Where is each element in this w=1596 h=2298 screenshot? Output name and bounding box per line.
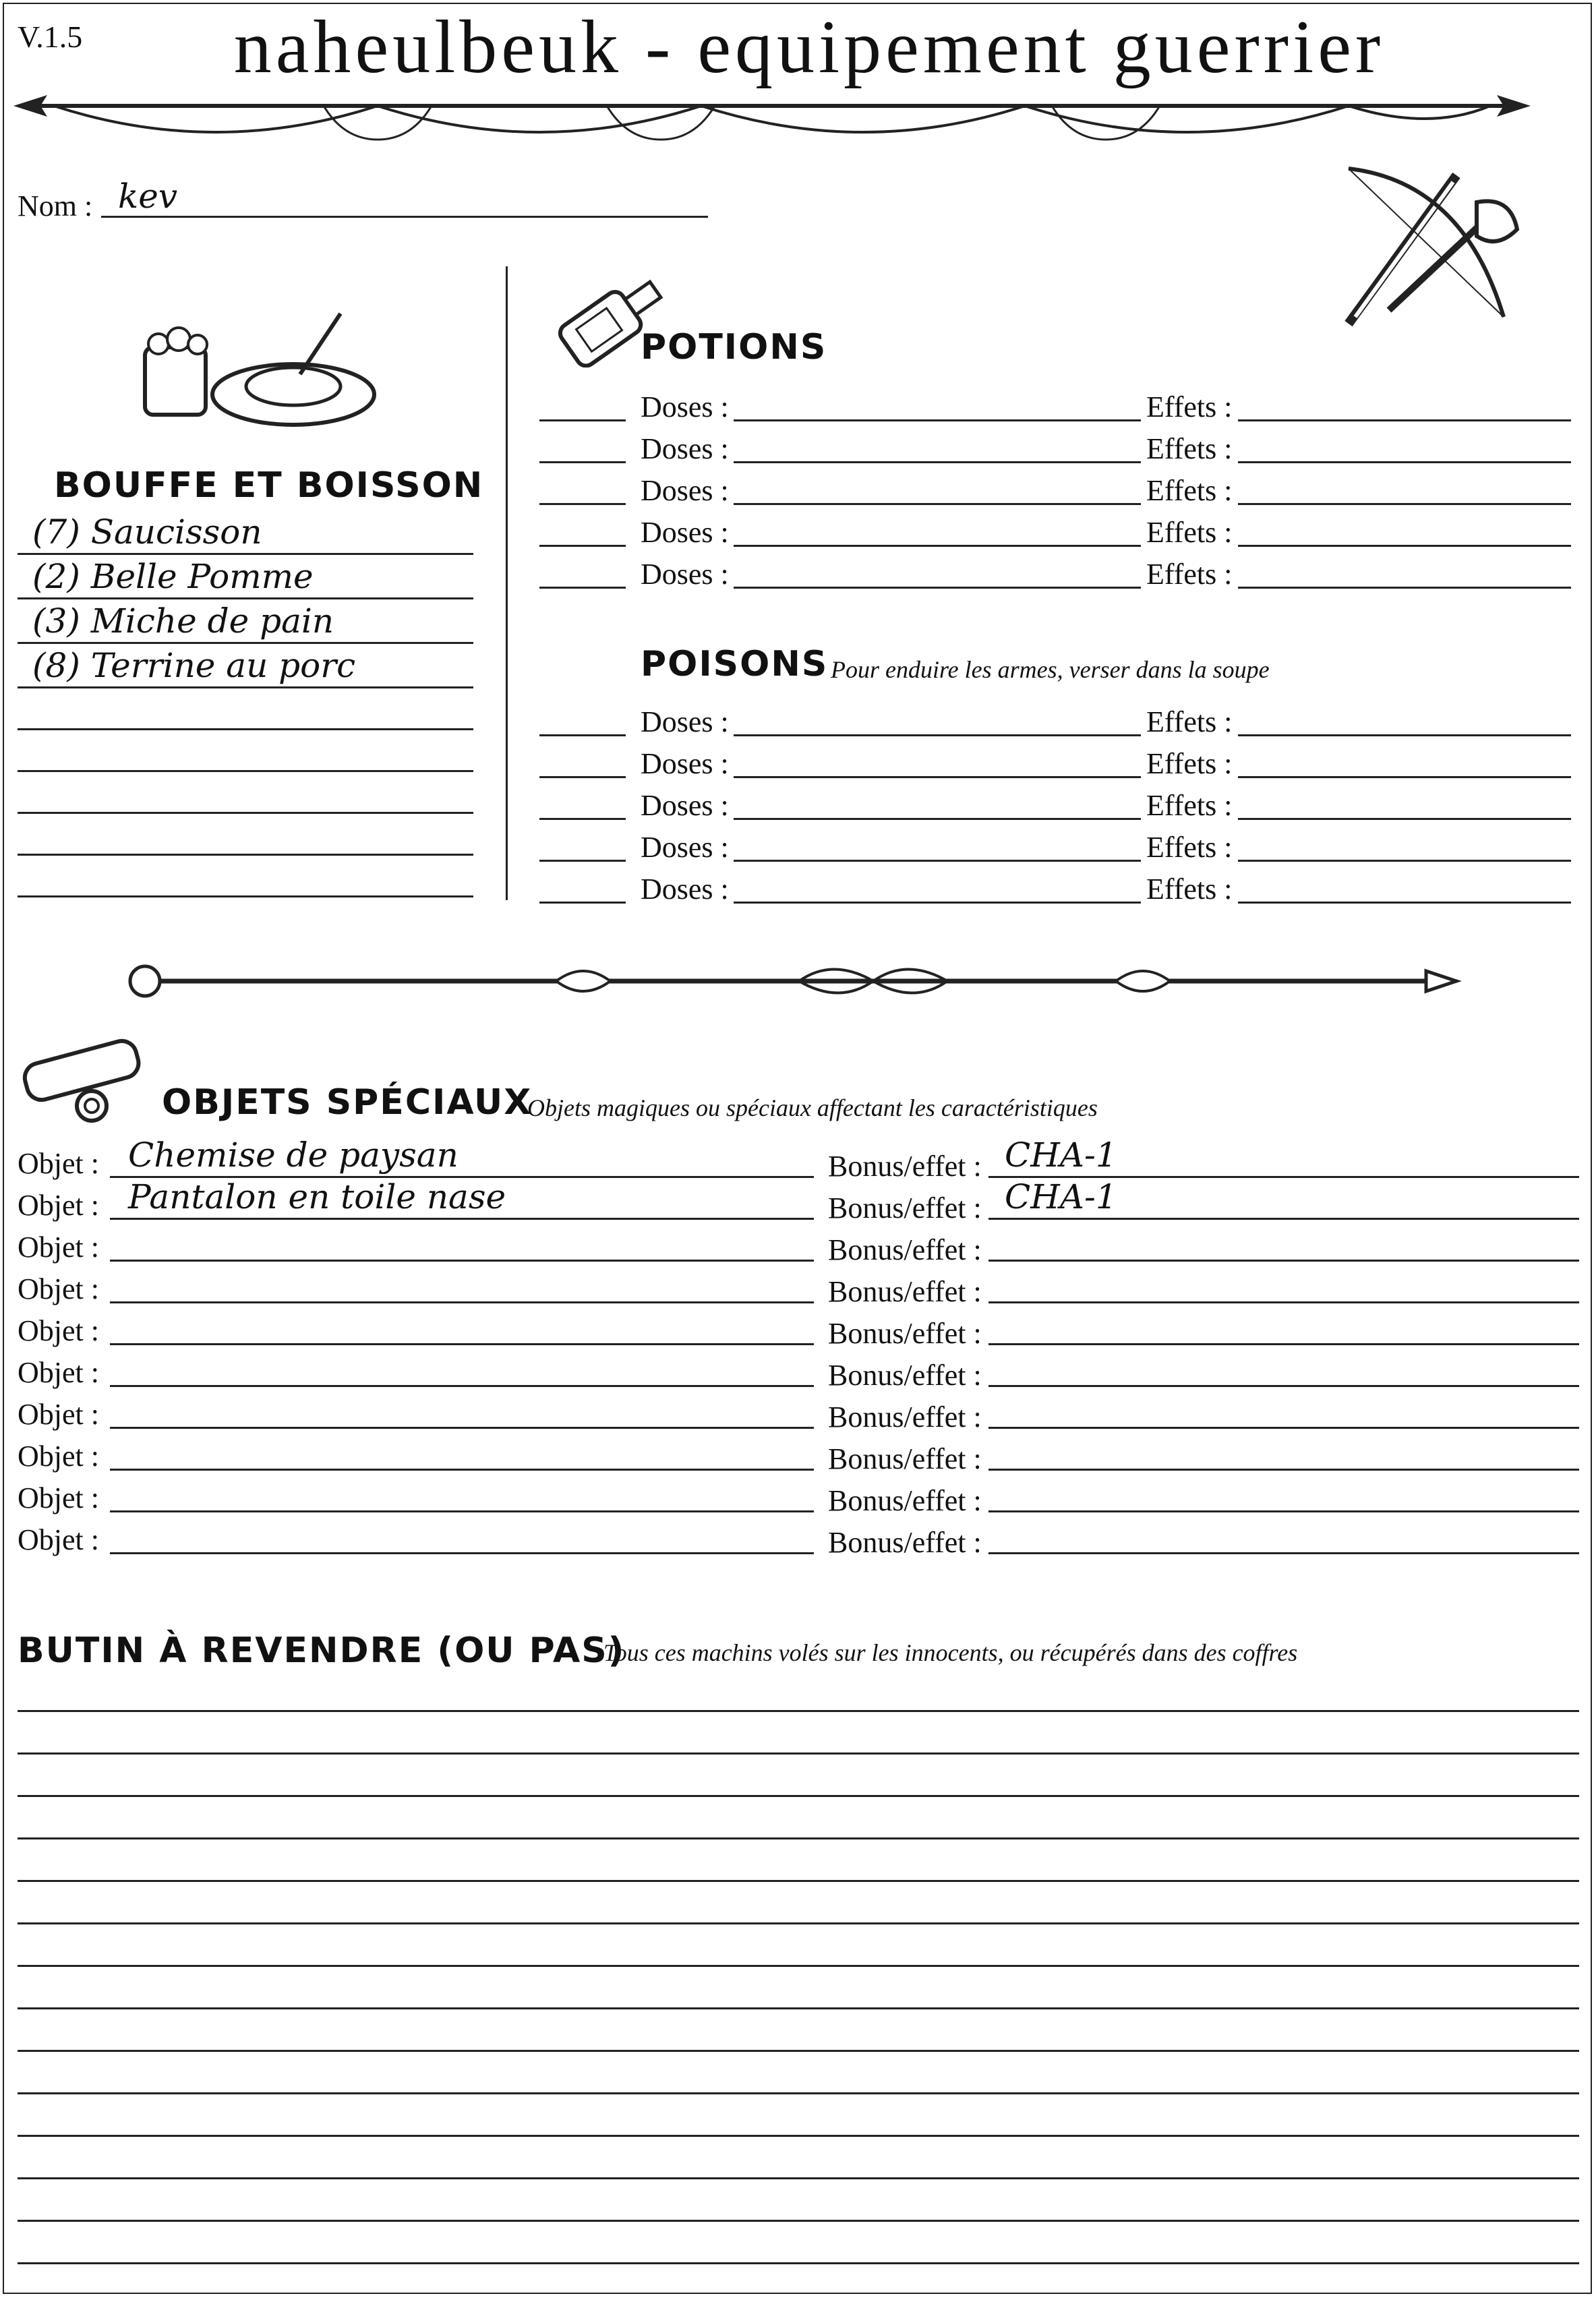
bonus-underline <box>988 1218 1579 1220</box>
effets-field[interactable] <box>1238 587 1571 589</box>
effets-label: Effets : <box>1146 474 1233 507</box>
doses-field[interactable] <box>734 902 1141 904</box>
objet-label: Objet : <box>18 1481 99 1514</box>
objet-label: Objet : <box>18 1314 99 1347</box>
doses-field[interactable] <box>734 461 1141 463</box>
bonus-underline <box>988 1552 1579 1554</box>
effets-field[interactable] <box>1238 776 1571 778</box>
doses-label: Doses : <box>641 747 729 780</box>
objet-underline <box>110 1260 814 1262</box>
objet-label: Objet : <box>18 1147 99 1180</box>
butin-heading: BUTIN À REVENDRE (OU PAS) <box>18 1630 626 1671</box>
page-title: naheulbeuk - equipement guerrier <box>233 5 1385 89</box>
potions-quantity-line[interactable] <box>539 503 626 505</box>
bonus-field[interactable]: CHA-1 <box>1005 1177 1117 1216</box>
effets-field[interactable] <box>1238 503 1571 505</box>
effets-field[interactable] <box>1238 461 1571 463</box>
butin-line[interactable] <box>18 2092 1579 2094</box>
objet-label: Objet : <box>18 1356 99 1389</box>
effets-field[interactable] <box>1238 818 1571 820</box>
objet-underline <box>110 1385 814 1387</box>
effets-label: Effets : <box>1146 432 1233 465</box>
bonus-underline <box>988 1343 1579 1345</box>
column-divider <box>506 266 508 900</box>
objet-underline <box>110 1301 814 1303</box>
bonus-underline <box>988 1510 1579 1512</box>
bouffe-line[interactable] <box>18 895 473 897</box>
doses-field[interactable] <box>734 419 1141 421</box>
doses-field[interactable] <box>734 818 1141 820</box>
bouffe-line[interactable] <box>18 728 473 730</box>
bouffe-line[interactable] <box>18 770 473 772</box>
objet-field[interactable]: Chemise de paysan <box>128 1136 459 1175</box>
doses-label: Doses : <box>641 474 729 507</box>
scroll-icon <box>18 1028 152 1132</box>
bouffe-line[interactable] <box>18 812 473 814</box>
effets-label: Effets : <box>1146 789 1233 822</box>
poisons-quantity-line[interactable] <box>539 776 626 778</box>
nom-label: Nom : <box>18 189 93 223</box>
poisons-quantity-line[interactable] <box>539 734 626 736</box>
effets-label: Effets : <box>1146 873 1233 906</box>
objet-label: Objet : <box>18 1440 99 1473</box>
bouffe-line[interactable] <box>18 854 473 856</box>
spear-icon <box>13 84 1531 151</box>
doses-field[interactable] <box>734 587 1141 589</box>
butin-line[interactable] <box>18 1880 1579 1882</box>
butin-line[interactable] <box>18 2050 1579 2052</box>
potions-quantity-line[interactable] <box>539 461 626 463</box>
objet-label: Objet : <box>18 1398 99 1431</box>
effets-label: Effets : <box>1146 558 1233 591</box>
potions-quantity-line[interactable] <box>539 545 626 547</box>
potions-quantity-line[interactable] <box>539 419 626 421</box>
bonus-label: Bonus/effet : <box>828 1191 982 1225</box>
poisons-heading: POISONS <box>641 644 829 684</box>
objet-underline <box>110 1218 814 1220</box>
doses-label: Doses : <box>641 873 729 906</box>
butin-line[interactable] <box>18 2220 1579 2222</box>
butin-line[interactable] <box>18 2135 1579 2137</box>
butin-line[interactable] <box>18 2007 1579 2009</box>
butin-line[interactable] <box>18 1795 1579 1797</box>
bonus-label: Bonus/effet : <box>828 1359 982 1392</box>
bonus-label: Bonus/effet : <box>828 1484 982 1517</box>
bonus-label: Bonus/effet : <box>828 1526 982 1559</box>
butin-line[interactable] <box>18 1710 1579 1712</box>
bonus-label: Bonus/effet : <box>828 1401 982 1434</box>
doses-label: Doses : <box>641 432 729 465</box>
butin-line[interactable] <box>18 1837 1579 1839</box>
objets-subtitle: Objets magiques ou spéciaux affectant les caractéristiques <box>527 1094 1098 1121</box>
objet-label: Objet : <box>18 1231 99 1264</box>
objets-heading: OBJETS SPÉCIAUX <box>162 1082 533 1123</box>
objet-underline <box>110 1510 814 1512</box>
bonus-underline <box>988 1469 1579 1471</box>
effets-field[interactable] <box>1238 860 1571 862</box>
butin-line[interactable] <box>18 2177 1579 2179</box>
doses-label: Doses : <box>641 558 729 591</box>
potions-heading: POTIONS <box>641 327 827 367</box>
objet-underline <box>110 1552 814 1554</box>
objet-label: Objet : <box>18 1272 99 1305</box>
potions-quantity-line[interactable] <box>539 587 626 589</box>
crossed-weapons-icon <box>1328 155 1531 340</box>
objet-field[interactable]: Pantalon en toile nase <box>128 1177 506 1216</box>
effets-label: Effets : <box>1146 390 1233 423</box>
objet-underline <box>110 1343 814 1345</box>
staff-icon <box>125 958 1463 1007</box>
bouffe-item[interactable]: (3) Miche de pain <box>32 601 334 641</box>
butin-line[interactable] <box>18 1965 1579 1967</box>
butin-line[interactable] <box>18 1922 1579 1924</box>
doses-field[interactable] <box>734 860 1141 862</box>
poisons-quantity-line[interactable] <box>539 818 626 820</box>
doses-field[interactable] <box>734 734 1141 736</box>
doses-label: Doses : <box>641 705 729 738</box>
bouffe-item[interactable]: (2) Belle Pomme <box>32 557 314 596</box>
bouffe-heading: BOUFFE ET BOISSON <box>54 465 484 506</box>
bonus-underline <box>988 1385 1579 1387</box>
poisons-quantity-line[interactable] <box>539 902 626 904</box>
bonus-label: Bonus/effet : <box>828 1233 982 1266</box>
bouffe-line <box>18 642 473 644</box>
effets-label: Effets : <box>1146 516 1233 549</box>
nom-field[interactable]: kev <box>118 177 178 216</box>
bonus-label: Bonus/effet : <box>828 1317 982 1350</box>
doses-field[interactable] <box>734 776 1141 778</box>
effets-field[interactable] <box>1238 734 1571 736</box>
effets-label: Effets : <box>1146 705 1233 738</box>
effets-field[interactable] <box>1238 419 1571 421</box>
version-label: V.1.5 <box>18 20 83 54</box>
objet-underline <box>110 1469 814 1471</box>
bouffe-line <box>18 597 473 599</box>
bouffe-line <box>18 553 473 555</box>
bonus-underline <box>988 1301 1579 1303</box>
bonus-label: Bonus/effet : <box>828 1150 982 1183</box>
food-icon <box>138 300 381 438</box>
bonus-underline <box>988 1427 1579 1429</box>
doses-label: Doses : <box>641 390 729 423</box>
doses-field[interactable] <box>734 503 1141 505</box>
butin-line[interactable] <box>18 1752 1579 1755</box>
bouffe-item[interactable]: (8) Terrine au porc <box>32 646 356 685</box>
objet-label: Objet : <box>18 1523 99 1556</box>
bonus-field[interactable]: CHA-1 <box>1005 1136 1117 1175</box>
doses-label: Doses : <box>641 516 729 549</box>
effets-field[interactable] <box>1238 545 1571 547</box>
poisons-subtitle: Pour enduire les armes, verser dans la soupe <box>831 656 1270 683</box>
bouffe-item[interactable]: (7) Saucisson <box>32 512 262 552</box>
effets-label: Effets : <box>1146 831 1233 864</box>
bonus-underline <box>988 1260 1579 1262</box>
butin-line[interactable] <box>18 2262 1579 2264</box>
butin-subtitle: Tous ces machins volés sur les innocents, ou récupérés dans des coffres <box>603 1639 1298 1666</box>
doses-label: Doses : <box>641 789 729 822</box>
objet-label: Objet : <box>18 1189 99 1222</box>
bonus-label: Bonus/effet : <box>828 1442 982 1475</box>
nom-underline <box>101 216 708 218</box>
bouffe-line <box>18 686 473 688</box>
doses-field[interactable] <box>734 545 1141 547</box>
effets-field[interactable] <box>1238 902 1571 904</box>
doses-label: Doses : <box>641 831 729 864</box>
effets-label: Effets : <box>1146 747 1233 780</box>
bonus-label: Bonus/effet : <box>828 1275 982 1308</box>
poisons-quantity-line[interactable] <box>539 860 626 862</box>
objet-underline <box>110 1427 814 1429</box>
